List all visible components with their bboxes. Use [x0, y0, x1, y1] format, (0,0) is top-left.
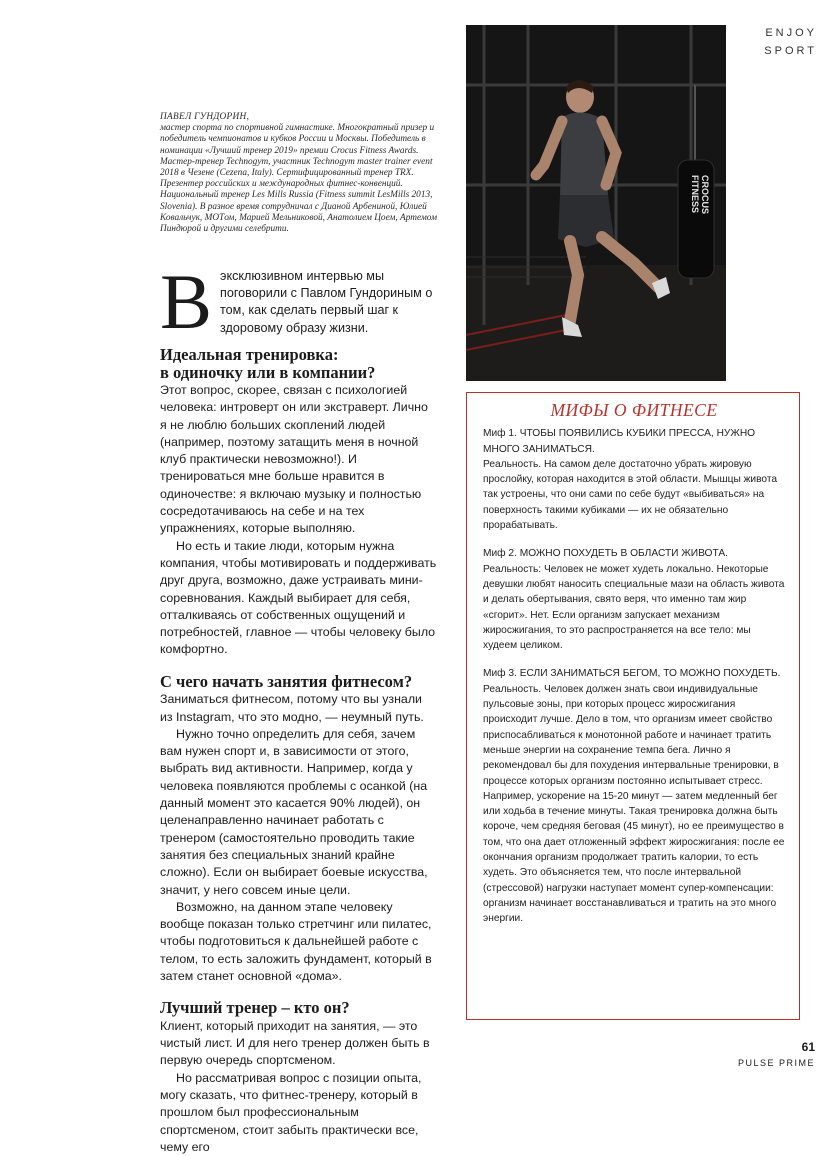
- section-tag-line-2: SPORT: [764, 45, 817, 57]
- myth-2: [483, 546, 785, 653]
- bag-brand-2: FITNESS: [690, 175, 700, 214]
- myth-2-text: Реальность: Человек не может худеть локально. Некоторые девушки любят наносить специальные мази на область живота и делать обертывания, свято веря, что именно там жир «сгорит». Нет. Если организм запускает механизм жиросжигания, то это распространяется на все тело: мы худеем целиком.: [483, 563, 785, 652]
- article-body: [160, 346, 438, 1156]
- myth-3-title: Миф 3. ЕСЛИ ЗАНИМАТЬСЯ БЕГОМ, ТО МОЖНО ПОХУДЕТЬ.: [483, 668, 781, 680]
- myth-2-title: Миф 2. МОЖНО ПОХУДЕТЬ В ОБЛАСТИ ЖИВОТА.: [483, 548, 728, 560]
- section-1-heading: [160, 346, 438, 381]
- section-2-heading: С чего начать занятия фитнесом?: [160, 671, 413, 691]
- section-2-paragraph-1: Заниматься фитнесом, потому что вы узнали из Instagram, что это модно, — неумный путь.: [160, 692, 424, 724]
- trainer-photo: [466, 25, 726, 381]
- section-3-paragraph-2: Но рассматривая вопрос с позиции опыта, могу сказать, что фитнес-тренеру, который в прошлом был профессиональным спортсменом, стоит забыть практически все, чему его: [160, 1070, 422, 1154]
- myth-1-text: Реальность. На самом деле достаточно убрать жировую прослойку, которая находится в этой области. Мышцы живота так устроены, что они сами по себе будут «выбиваться» на поверхность такими кубиками — их не обязательно прорабатывать.: [483, 458, 778, 532]
- section-1-heading-line-1: Идеальная тренировка:: [160, 345, 339, 364]
- page-number: 61: [801, 1040, 815, 1054]
- section-1-paragraph-2: Но есть и такие люди, которым нужна компания, чтобы мотивировать и поддерживать друг друга, возможно, даже устраивать мини-соревнования. Каждый выбирает для себя, отталкиваясь от собственных ощущений и потребностей, главное — чтобы человеку было комфортно.: [160, 538, 437, 657]
- section-1-heading-line-2: в одиночку или в компании?: [160, 362, 376, 382]
- myth-1-title: Миф 1. ЧТОБЫ ПОЯВИЛИСЬ КУБИКИ ПРЕССА, НУЖНО МНОГО ЗАНИМАТЬСЯ.: [483, 428, 756, 455]
- section-tag: [764, 24, 817, 60]
- myths-sidebar: [466, 392, 800, 1020]
- section-3-paragraph-1: Клиент, который приходит на занятия, — это чистый лист. И для него тренер должен быть в первую очередь спортсменом.: [160, 1018, 430, 1068]
- caption-bio: мастер спорта по спортивной гимнастике. Многократный призер и победитель чемпионатов и кубков России и Москвы. Победитель в номинации «Лучший тренер 2019» премии Crocus Fitness Awards. Мастер-тренер Technogym, участник Technogym master trainer event 2018 в Чезене (Cezena, Italy). Сертифицированный тренер TRX. Презентер российских и международных фитнес-конвенций. Национальный тренер Les Mills Russia (Fitness summit LesMills 2013, Slovenia). В разное время сотрудничал с Дианой Арбениной, Юлией Ковальчук, MOTом, Марией Мельниковой, Анатолием Цоем, Артемом Пиндюрой и другими селебрити.: [160, 123, 438, 235]
- myths-title: МИФЫ О ФИТНЕСЕ: [550, 400, 718, 420]
- photo-caption: [160, 112, 438, 235]
- section-2-paragraph-2: Нужно точно определить для себя, зачем вам нужен спорт и, в зависимости от этого, выбрать вид активности. Например, когда у человека появляются проблемы с осанкой (на данный момент это касается 90% людей), он целенаправленно начинает работать с тренером (самостоятельно проводить такие занятия без специальных знаний крайне сложно). Если он выбирает боевые искусства, значит, у него совсем иные цели.: [160, 726, 428, 897]
- section-1-paragraph-1: Этот вопрос, скорее, связан с психологией человека: интроверт он или экстраверт. Лично я не люблю больших скоплений людей (например, поэтому затащить меня в ночной клуб практически невозможно!). И тренироваться мне больше нравится в одиночестве: я включаю музыку и полностью сосредотачиваюсь на себе и на тех упражнениях, которые выполняю.: [160, 383, 428, 536]
- drop-cap: В: [160, 258, 213, 345]
- myth-3: [483, 666, 785, 926]
- section-tag-line-1: ENJOY: [765, 27, 817, 39]
- magazine-name: PULSE PRIME: [737, 1058, 815, 1068]
- myth-3-text: Реальность. Человек должен знать свои индивидуальные пульсовые зоны, при которых процесс жиросжигания происходит лучше. Дело в том, что организм имеет свойство приспосабливаться к монотонной работе и начинает тратить меньше энергии на сохранение темпа бега. Лично я рекомендовал бы для похудения интервальные тренировки, в процессе которых организм постоянно испытывает стресс. Например, ускорение на 15-20 минут — затем медленный бег или ходьба в течение минуты. Такая тренировка должна быть короче, чем средняя беговая (45 минут), но ее преимущество в том, что она дает отложенный эффект жиросжигания: после ее окончания организм продолжает тратить калории, то есть худеть. Это объясняется тем, что после интервальной (стрессовой) нагрузки наступает момент супер-компенсации: организм начинает восстанавливаться и тратить на это много энергии.: [483, 683, 785, 925]
- gym-scene: [466, 25, 726, 381]
- intro-text: эксклюзивном интервью мы поговорили с Павлом Гундориным о том, как сделать первый шаг к здоровому образу жизни.: [220, 269, 433, 335]
- section-2-paragraph-3: Возможно, на данном этапе человеку вообще показан только стретчинг или пилатес, чтобы подготовиться к дальнейшей работе с телом, то есть заложить фундамент, который в затем станет основной «дома».: [160, 899, 432, 983]
- intro-paragraph: [160, 258, 438, 345]
- caption-name: ПАВЕЛ ГУНДОРИН,: [160, 112, 250, 122]
- myth-1: [483, 426, 785, 533]
- bag-brand-1: CROCUS: [700, 175, 710, 215]
- section-3-heading: Лучший тренер – кто он?: [160, 998, 350, 1018]
